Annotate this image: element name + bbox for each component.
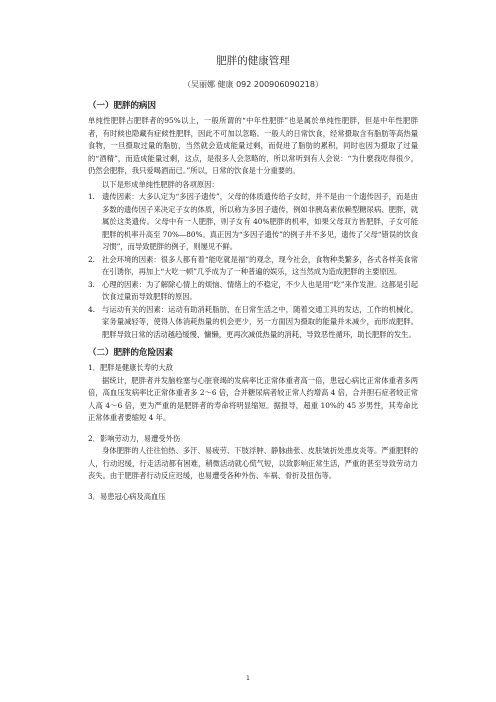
list-item-text: 与运动有关的因素：运动有助消耗脂肪，在日常生活之中，随着交通工具的发达，工作的机械化，家务量减轻等，使得人体消耗热量的机会更少，另一方面因为摄取的能量并未减少，而形成肥胖。肥胖导致日常的活动越趋缓慢、慵懒，更再次减低热量的消耗，导致恶性循环，助长肥胖的发生。	[102, 304, 418, 339]
section-heading-causes: （一）肥胖的病因	[88, 101, 157, 111]
list-item-text: 社会环境的因素：很多人都有着“能吃就是福”的观念，现今社会，食物种类繁多，各式各样美食常在引诱你，再加上“大吃一顿”几乎成为了一种普遍的娱乐，这当然成为造成肥胖的主要原因。	[102, 254, 418, 276]
list-number: 2.	[88, 254, 95, 264]
risk-paragraph: 据统计，肥胖者并发脑栓塞与心脏衰竭的发病率比正常体重者高一倍，患冠心病比正常体重者多两倍，高血压发病率比正常体重者多 2～6 倍，合并糖尿病者较正常人约增高 4 倍，合并胆石症者较正常人高 4～6 倍，更为严重的是肥胖者的寿命将明显缩短。据报导，超重 10%的 45 岁男性，其寿命比正常体重者要缩短 4 年。	[88, 375, 418, 422]
section-heading-risks: （二）肥胖的危险因素	[88, 348, 174, 358]
list-item-text: 心理的因素：为了解除心情上的烦恼、情绪上的不稳定，不少人也是用“吃”来作发泄。这都是引起饮食过量而导致肥胖的原因。	[102, 279, 418, 301]
document-title: 肥胖的健康管理	[216, 55, 290, 67]
page-number: 1	[245, 674, 251, 682]
causes-paragraph: 单纯性肥胖占肥胖者的95%以上，一般所谓的“中年性肥胖”也是属於单纯性肥胖，但是中年性肥胖者，有时候也隐藏有症候性肥胖，因此不可加以忽略。一般人的日常饮食，经常摄取含有脂肪等高热量食物，一旦摄取过量的脂肪，当然就会造成能量过剩，而促进了脂肪的累积，同时也因为摄取了过量的“酒精”，而造成能量过剩，这点，是很多人会忽略的，所以常听到有人会说：“为什麽我吃得很少，仍然会肥胖，我只爱喝酒而已。”所以，日常的饮食是十分重要的。	[88, 116, 418, 175]
cause-list-item	[88, 279, 418, 304]
list-number: 1.	[88, 192, 95, 201]
cause-list-item	[88, 191, 418, 254]
list-item-text: 遗传因素：大多认定为“多因子遗传”，父母的体质遗传给子女时，并不是由一个遗传因子，而是由多数的遗传因子来决定子女的体质，所以称为多因子遗传，例如非胰岛素依赖型糖尿病、肥胖，就属於这类遗传。父母中有一人肥胖，则子女有 40%肥胖的机率，如果父母双方皆肥胖，子女可能肥胖的机率升高至 70%—80%。真正因为“多因子遗传”的例子并不多见，遗传了父母“错误的饮食习惯”，而导致肥胖的例子，则屡见不鲜。	[102, 192, 418, 251]
document-subtitle: （吴丽娜 健康 092 200906090218）	[183, 80, 323, 89]
document-content	[88, 54, 418, 503]
risk-subheading: 1．肥胖是健康长寿的大敌	[88, 363, 173, 372]
risk-subheading: 3．易患冠心病及高血压	[88, 491, 166, 501]
cause-list-item	[88, 254, 418, 279]
list-number: 3.	[88, 279, 95, 289]
list-number: 4.	[88, 304, 95, 314]
causes-intro: 以下是形成单纯性肥胖的各项原因：	[102, 179, 219, 189]
spacer	[88, 425, 418, 431]
risk-paragraph: 身体肥胖的人往往怕热、多汗、易疲劳、下肢浮肿、静脉曲张、皮肤皱折处患皮炎等。严重肥胖的人，行动迟缓，行走活动都有困难，稍微活动就心慌气短，以致影响正常生活，严重的甚至导致劳动力丧失。由于肥胖者行动反应迟缓，也易遭受各种外伤、车祸、骨折及扭伤等。	[88, 446, 418, 480]
spacer	[88, 483, 418, 489]
risk-subheading: 2．影响劳动力，易遭受外伤	[88, 433, 181, 443]
cause-list-item	[88, 304, 418, 342]
